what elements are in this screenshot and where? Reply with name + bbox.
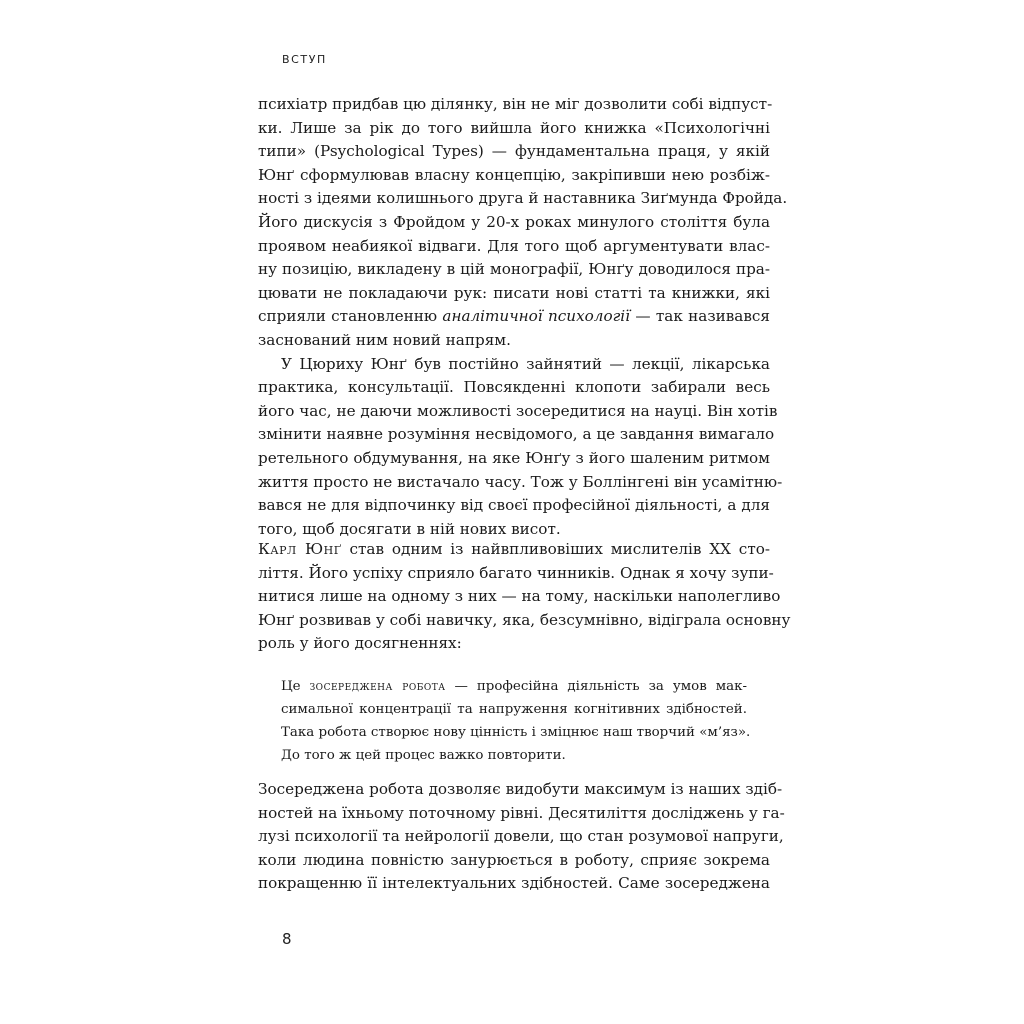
small-caps-term: зосереджена робота [309, 679, 446, 694]
text-line: ності з ідеями колишнього друга й наставника Зиґмунда Фройда. [258, 189, 788, 208]
block-quote [281, 675, 751, 767]
text-line: коли людина повністю занурюється в роботу, сприяє зокрема [258, 850, 770, 869]
text-line: заснований ним новий напрям. [258, 330, 511, 349]
section-3 [258, 778, 785, 896]
text-line: змінити наявне розуміння несвідомого, а це завдання вимагало [258, 425, 775, 444]
text-line: практика, консультації. Повсякденні клопоти забирали весь [258, 378, 770, 397]
text-fragment: Це [281, 679, 310, 694]
text-line: Юнґ сформулював власну концепцію, закріпивши нею розбіж- [258, 165, 770, 184]
text-line: вався не для відпочинку від своєї професійної діяльності, а для [258, 496, 770, 515]
text-fragment: — так називався [630, 307, 770, 326]
text-line: покращенню її інтелектуальних здібностей. Саме зосереджена [258, 874, 770, 893]
text-line: ліття. Його успіху сприяло багато чинників. Однак я хочу зупи- [258, 563, 774, 582]
text-line: ну позицію, викладену в цій монографії, Юнґу доводилося пра- [258, 260, 770, 279]
text-line: того, щоб досягати в ній нових висот. [258, 519, 561, 538]
text-line: проявом неабиякої відваги. Для того щоб аргументувати влас- [258, 236, 770, 255]
text-line: його час, не даючи можливості зосередитися на науці. Він хотів [258, 401, 778, 420]
text-line: Юнґ розвивав у собі навичку, яка, безсумнівно, відіграла основну [258, 610, 791, 629]
text-line [258, 538, 770, 562]
italic-term: аналітичної психології [442, 307, 630, 326]
page-number: 8 [282, 930, 292, 948]
quote-line [281, 675, 747, 698]
text-fragment: став одним із найвпливовіших мислителів XX сто- [341, 540, 770, 558]
text-line: ки. Лише за рік до того вийшла його книжка «Психологічні [258, 118, 770, 137]
section-2 [258, 538, 791, 656]
text-line: Його дискусія з Фройдом у 20-х роках минулого століття була [258, 212, 770, 231]
text-line [258, 305, 770, 329]
text-line: психіатр придбав цю ділянку, він не міг дозволити собі відпуст- [258, 95, 773, 113]
text-line: життя просто не вистачало часу. Тож у Боллінгені він усамітню- [258, 472, 783, 491]
section-1 [258, 93, 788, 541]
text-line: лузі психології та нейрології довели, що стан розумової напруги, [258, 827, 784, 846]
text-line: Зосереджена робота дозволяє видобути максимум із наших здіб- [258, 780, 783, 798]
text-line: цювати не покладаючи рук: писати нові статті та книжки, які [258, 283, 770, 302]
text-line: У Цюриху Юнґ був постійно зайнятий — лекції, лікарська [281, 354, 770, 373]
running-head: ВСТУП [282, 53, 327, 66]
text-line: ностей на їхньому поточному рівні. Десятиліття досліджень у га- [258, 803, 785, 822]
quote-line: До того ж цей процес важко повторити. [281, 748, 566, 763]
text-line: роль у його досягненнях: [258, 634, 462, 653]
text-fragment: сприяли становленню [258, 307, 443, 326]
text-line: ретельного обдумування, на яке Юнґу з його шаленим ритмом [258, 448, 770, 467]
text-fragment: — професійна діяльність за умов мак- [445, 679, 747, 694]
text-line: типи» (Psychological Types) — фундаментальна праця, у якій [258, 142, 770, 161]
text-line: нитися лише на одному з них — на тому, наскільки наполегливо [258, 587, 781, 606]
quote-line: Така робота створює нову цінність і зміцнює наш творчий «м’яз». [281, 725, 751, 740]
small-caps-name: Карл Юнґ [258, 540, 342, 558]
quote-line: симальної концентрації та напруження когнітивних здібностей. [281, 702, 747, 717]
